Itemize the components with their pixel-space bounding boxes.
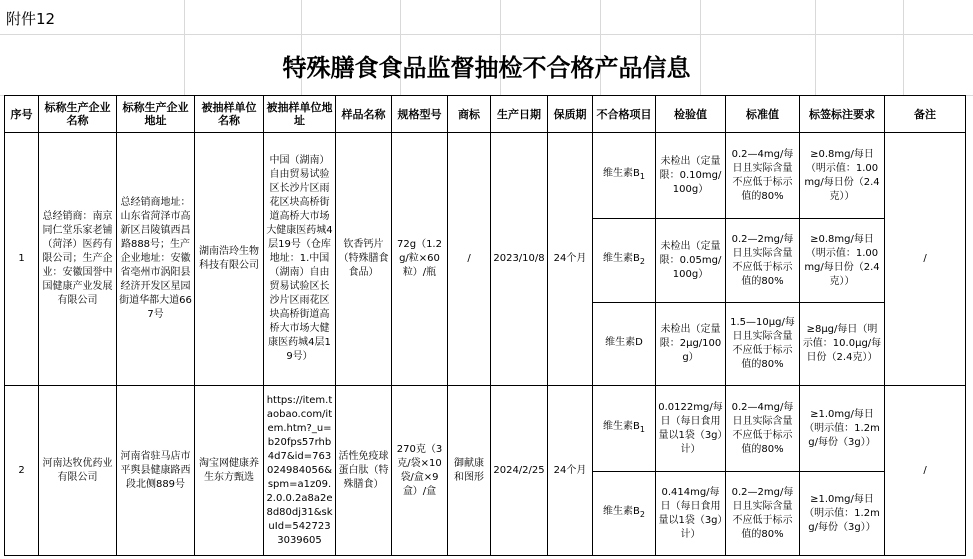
brand: / xyxy=(448,133,491,386)
company-address: 总经销商地址：山东省菏泽市高新区吕陵镇西昌路888号；生产企业地址：安徽省亳州市涡阳县经济开发区星园街道华都大道667号 xyxy=(117,133,195,386)
label-requirement: ≥1.0mg/每日（明示值：1.2mg/每份（3g）） xyxy=(800,386,885,472)
failed-item: 维生素D xyxy=(593,303,656,386)
label-requirement: ≥1.0mg/每日（明示值：1.2mg/每份（3g）） xyxy=(800,472,885,556)
failed-item: 维生素$B_1$ xyxy=(593,386,656,472)
standard-value: 0.2—2mg/每日且实际含量不应低于标示值的80% xyxy=(726,219,800,303)
header-cell: 被抽样单位名称 xyxy=(195,96,264,133)
remark: / xyxy=(885,386,966,556)
header-cell: 规格型号 xyxy=(392,96,448,133)
failed-item: 维生素$B_2$ xyxy=(593,219,656,303)
row-number: 1 xyxy=(5,133,39,386)
sample-name: 钦香钙片（特殊膳食食品） xyxy=(336,133,392,386)
test-value: 未检出（定量限：0.05mg/100g） xyxy=(656,219,726,303)
header-cell: 保质期 xyxy=(548,96,593,133)
remark: / xyxy=(885,133,966,386)
header-cell: 标称生产企业地址 xyxy=(117,96,195,133)
company-name: 河南达牧优药业有限公司 xyxy=(39,386,117,556)
header-cell: 标准值 xyxy=(726,96,800,133)
shelf-life: 24个月 xyxy=(548,133,593,386)
standard-value: 0.2—4mg/每日且实际含量不应低于标示值的80% xyxy=(726,386,800,472)
header-cell: 备注 xyxy=(885,96,966,133)
header-cell: 样品名称 xyxy=(336,96,392,133)
header-cell: 生产日期 xyxy=(491,96,548,133)
header-cell: 商标 xyxy=(448,96,491,133)
sampled-address: https://item.taobao.com/item.htm?_u=b20fps57rhb4d7&id=763024984056&spm=a1z09.2.0.0.2a8a2e8d80dj31&skuId=5427233039605 xyxy=(264,386,336,556)
sampled-unit: 湖南浩玲生物科技有限公司 xyxy=(195,133,264,386)
header-cell: 序号 xyxy=(5,96,39,133)
header-cell: 标签标注要求 xyxy=(800,96,885,133)
shelf-life: 24个月 xyxy=(548,386,593,556)
standard-value: 0.2—4mg/每日且实际含量不应低于标示值的80% xyxy=(726,133,800,219)
label-requirement: ≥0.8mg/每日（明示值：1.00mg/每日份（2.4克）） xyxy=(800,219,885,303)
header-cell: 不合格项目 xyxy=(593,96,656,133)
test-value: 未检出（定量限：2μg/100g） xyxy=(656,303,726,386)
test-value: 未检出（定量限：0.10mg/100g） xyxy=(656,133,726,219)
spec: 72g（1.2g/粒×60粒）/瓶 xyxy=(392,133,448,386)
failed-item: 维生素$B_2$ xyxy=(593,472,656,556)
production-date: 2023/10/8 xyxy=(491,133,548,386)
company-address: 河南省驻马店市平舆县健康路西段北侧889号 xyxy=(117,386,195,556)
standard-value: 1.5—10μg/每日且实际含量不应低于标示值的80% xyxy=(726,303,800,386)
page-title: 特殊膳食食品监督抽检不合格产品信息 xyxy=(282,53,691,82)
header-cell: 标称生产企业名称 xyxy=(39,96,117,133)
failed-item: 维生素$B_1$ xyxy=(593,133,656,219)
spec: 270克（3克/袋×10袋/盒×9盒）/盒 xyxy=(392,386,448,556)
brand: 御献康和图形 xyxy=(448,386,491,556)
test-value: 0.0122mg/每日（每日食用量以1袋（3g）计） xyxy=(656,386,726,472)
header-cell: 检验值 xyxy=(656,96,726,133)
table-row xyxy=(5,386,966,472)
test-value: 0.414mg/每日（每日食用量以1袋（3g）计） xyxy=(656,472,726,556)
product-table xyxy=(4,95,966,556)
row-number: 2 xyxy=(5,386,39,556)
table-row xyxy=(5,133,966,219)
header-cell: 被抽样单位地址 xyxy=(264,96,336,133)
sampled-unit: 淘宝网健康养生东方甄选 xyxy=(195,386,264,556)
sampled-address: 中国（湖南）自由贸易试验区长沙片区雨花区块高桥街道高桥大市场大健康医药城4层19号（仓库地址：1.中国（湖南）自由贸易试验区长沙片区雨花区块高桥街道高桥大市场大健康医药城4层19号） xyxy=(264,133,336,386)
attachment-label: 附件12 xyxy=(6,10,56,28)
sample-name: 活性免疫球蛋白肽（特殊膳食） xyxy=(336,386,392,556)
production-date: 2024/2/25 xyxy=(491,386,548,556)
label-requirement: ≥8μg/每日（明示值：10.0μg/每日份（2.4克）） xyxy=(800,303,885,386)
header-row xyxy=(5,96,966,133)
company-name: 总经销商：南京同仁堂乐家老铺（菏泽）医药有限公司；生产企业：安徽国誉中国健康产业发展有限公司 xyxy=(39,133,117,386)
label-requirement: ≥0.8mg/每日（明示值：1.00mg/每日份（2.4克）） xyxy=(800,133,885,219)
standard-value: 0.2—2mg/每日且实际含量不应低于标示值的80% xyxy=(726,472,800,556)
